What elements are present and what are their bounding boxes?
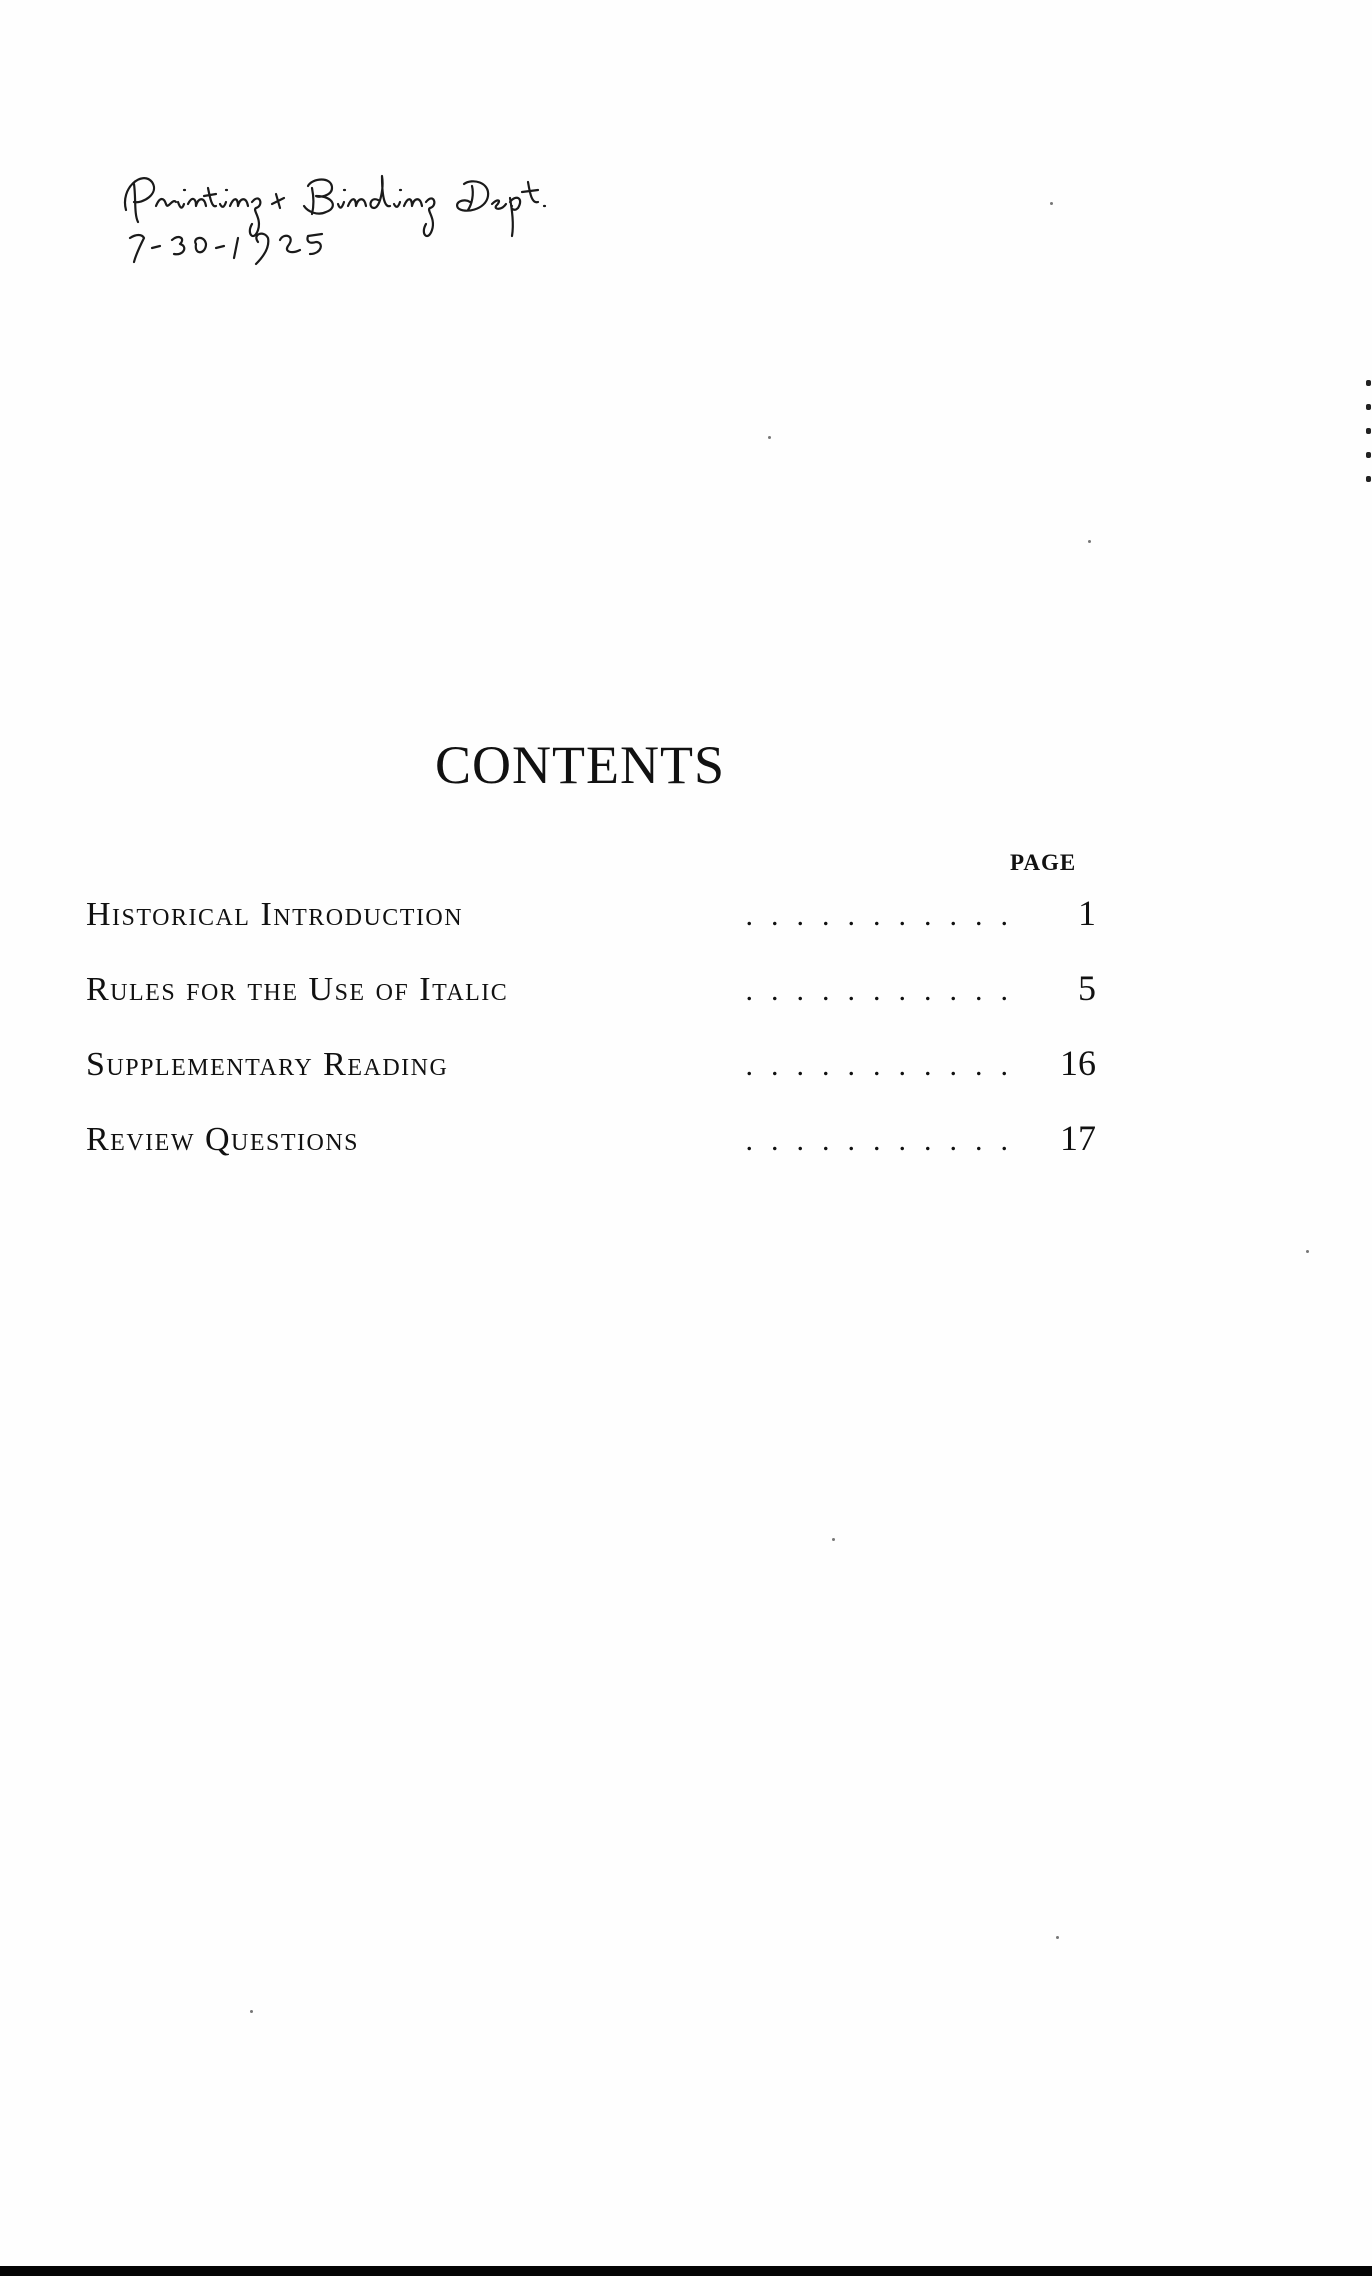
handwritten-annotation xyxy=(112,158,632,268)
scan-bottom-edge xyxy=(0,2266,1372,2276)
scan-speck xyxy=(768,436,771,439)
toc-entry-historical-introduction[interactable] xyxy=(86,892,1096,967)
dot-leader: ........... xyxy=(745,899,1026,932)
dot-leader: ........... xyxy=(745,1124,1026,1157)
dot-leader: ........... xyxy=(745,1049,1026,1082)
scan-speck xyxy=(250,2010,253,2013)
dot-leader: ........... xyxy=(745,974,1026,1007)
scan-speck xyxy=(1088,540,1091,543)
page-column-label: PAGE xyxy=(1010,850,1077,875)
toc-entry-supplementary-reading[interactable] xyxy=(86,1042,1096,1117)
toc-entry-rules-for-italic[interactable] xyxy=(86,967,1096,1042)
toc-entry-title: Supplementary Reading xyxy=(86,1046,449,1083)
scan-speck xyxy=(1056,1936,1059,1939)
scan-speck xyxy=(1050,202,1053,205)
toc-entry-page-number: 1 xyxy=(1078,893,1096,933)
scan-speck xyxy=(1306,1250,1309,1253)
contents-heading: CONTENTS xyxy=(435,735,725,795)
toc-entry-title: Historical Introduction xyxy=(86,896,464,933)
toc-entry-page-number: 5 xyxy=(1078,968,1096,1008)
table-of-contents xyxy=(86,892,1096,1192)
toc-entry-title: Review Questions xyxy=(86,1121,360,1158)
toc-entry-review-questions[interactable] xyxy=(86,1117,1096,1192)
toc-entry-page-number: 16 xyxy=(1060,1043,1096,1083)
toc-entry-title: Rules for the Use of Italic xyxy=(86,971,509,1008)
toc-entry-page-number: 17 xyxy=(1060,1118,1096,1158)
page-edge-marks xyxy=(1366,380,1372,530)
scan-speck xyxy=(832,1538,835,1541)
handwriting-signature-image xyxy=(112,158,632,268)
